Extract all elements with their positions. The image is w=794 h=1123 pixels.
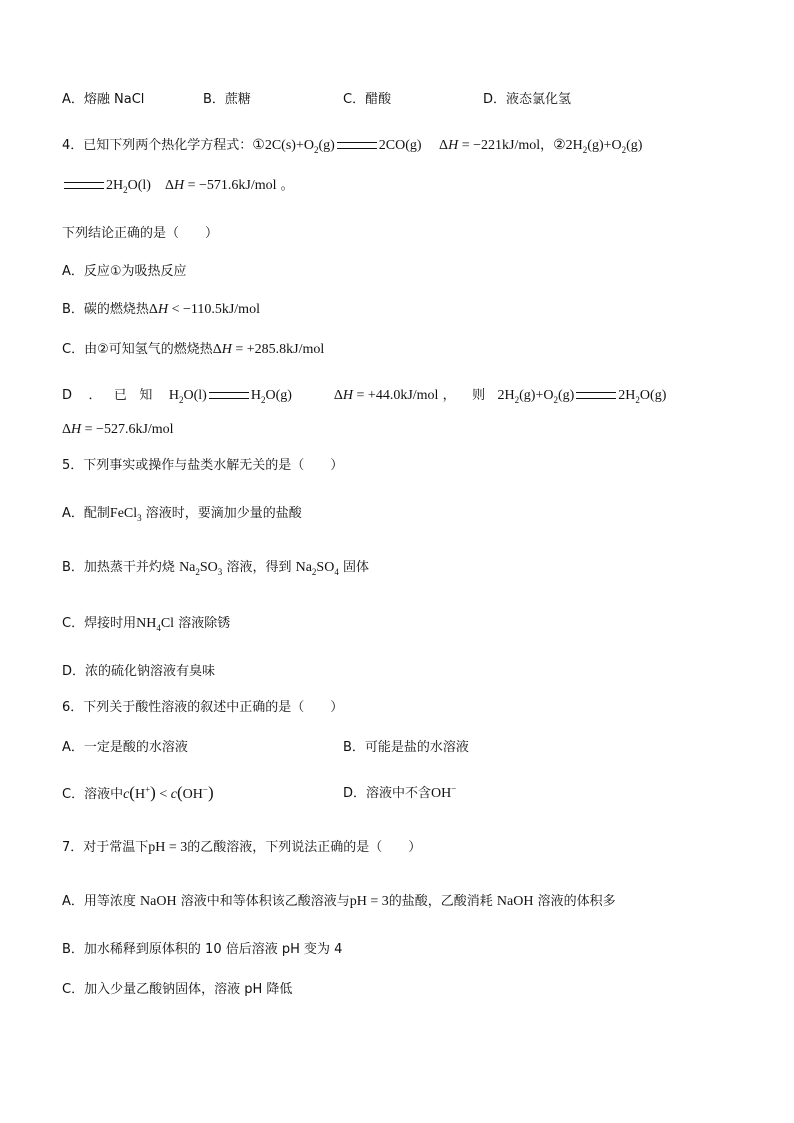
q7-option-b: B．加水稀释到原体积的 10 倍后溶液 pH 变为 4 xyxy=(62,942,343,957)
q3-option-a: A．熔融 NaCl xyxy=(62,92,145,107)
q4-option-c-value: +285.8kJ/mol xyxy=(246,342,325,357)
q5-option-b-pre: B．加热蒸干并灼烧 xyxy=(62,560,175,575)
q7-option-a-1: A．用等浓度 xyxy=(62,894,136,909)
q7-option-a-2: 溶液中和等体积该乙酸溶液与 xyxy=(180,894,350,909)
q6-option-d-pre: D．溶液中不含 xyxy=(343,786,432,801)
q5-option-b-mid: 溶液，得到 xyxy=(226,560,292,575)
q5-option-b: B．加热蒸干并灼烧 $Na_2SO_3$ 溶液，得到 $Na_2SO_4$ 固体 xyxy=(62,560,369,577)
q7-option-a-3: 的盐酸，乙酸消耗 xyxy=(388,894,493,909)
q4-reaction-2-cont: $2H_2O(l)$ ΔH = −571.6kJ/mol 。 xyxy=(62,176,294,196)
q4-stem-line: 4．已知下列两个热化学方程式：$①2C(s)+O_2(g)$ 2CO(g) ΔH = −221kJ/mol，$②2H_2(g)+O_2(g)$ xyxy=(62,138,643,155)
q4-option-d-cont: ΔH = −527.6kJ/mol xyxy=(62,422,174,437)
q6-option-d: D．溶液中不含OH− xyxy=(343,783,457,801)
q7-stem-pre: 7．对于常温下 xyxy=(62,840,149,855)
q4-reaction-1: $①2C(s)+O_2(g)$ 2CO(g) ΔH = −221kJ/mol xyxy=(252,138,541,155)
q7-stem: 7．对于常温下pH = 3的乙酸溶液，下列说法正确的是（ ） xyxy=(62,840,422,855)
q5-option-b-post: 固体 xyxy=(342,560,369,575)
q5-option-a: A．配制FeCl$_3$ 溶液时，要滴加少量的盐酸 xyxy=(62,506,302,523)
q6-option-b: B．可能是盐的水溶液 xyxy=(343,740,469,755)
q6-option-a: A．一定是酸的水溶液 xyxy=(62,740,188,755)
q4-option-d-dh: +44.0kJ/mol xyxy=(367,388,439,403)
q4-r1-dh: −221kJ/mol xyxy=(473,138,541,153)
q7-option-a-4: 溶液的体积多 xyxy=(537,894,616,909)
q4-option-a: A．反应①为吸热反应 xyxy=(62,264,187,279)
q4-option-b-text: B．碳的燃烧热 xyxy=(62,302,149,317)
q4-stem: 4．已知下列两个热化学方程式： xyxy=(62,138,253,153)
q5-option-c: C．焊接时用$NH_4Cl$ 溶液除锈 xyxy=(62,616,231,633)
q4-option-b-value: −110.5kJ/mol xyxy=(182,302,260,317)
q7-option-c: C．加入少量乙酸钠固体，溶液 pH 降低 xyxy=(62,982,293,997)
q4-r2-dh: −571.6kJ/mol xyxy=(198,178,277,193)
q4-option-b: B．碳的燃烧热ΔH < −110.5kJ/mol xyxy=(62,302,260,317)
q6-option-c-pre: C．溶液中 xyxy=(62,787,124,802)
q4-option-c-text: C．由②可知氢气的燃烧热 xyxy=(62,342,213,357)
q5-option-c-post: 溶液除锈 xyxy=(178,616,231,631)
q7-stem-post: 的乙酸溶液，下列说法正确的是（ ） xyxy=(187,840,422,855)
q3-option-b: B．蔗糖 xyxy=(203,92,251,107)
q6-stem: 6．下列关于酸性溶液的叙述中正确的是（ ） xyxy=(62,700,344,715)
q5-stem: 5．下列事实或操作与盐类水解无关的是（ ） xyxy=(62,458,344,473)
q4-reaction-2: $②2H_2(g)+O_2(g)$ xyxy=(553,138,643,155)
q4-option-d-value: −527.6kJ/mol xyxy=(96,422,174,437)
q5-option-c-pre: C．焊接时用 xyxy=(62,616,137,631)
q5-option-a-post: 溶液时，要滴加少量的盐酸 xyxy=(145,506,302,521)
q6-option-c: C．溶液中c(H+) < c(OH−) xyxy=(62,783,214,802)
q7-option-a: A．用等浓度 NaOH 溶液中和等体积该乙酸溶液与pH = 3的盐酸，乙酸消耗 NaOH 溶液的体积多 xyxy=(62,894,616,909)
q4-option-c: C．由②可知氢气的燃烧热ΔH = +285.8kJ/mol xyxy=(62,342,325,357)
q3-option-c: C．醋酸 xyxy=(343,92,392,107)
q4-option-d: D ． 已 知 $H_2O(l)$ $H_2O(g)$ ΔH = +44.0kJ/mol ， 则 $2H_2(g)+O_2(g)$ $2H_2O(g)$ xyxy=(62,388,667,405)
q4-prompt: 下列结论正确的是（ ） xyxy=(62,226,219,241)
q5-option-a-pre: A．配制 xyxy=(62,506,110,521)
q5-option-d: D．浓的硫化钠溶液有臭味 xyxy=(62,664,216,679)
q3-option-d: D．液态氯化氢 xyxy=(483,92,572,107)
